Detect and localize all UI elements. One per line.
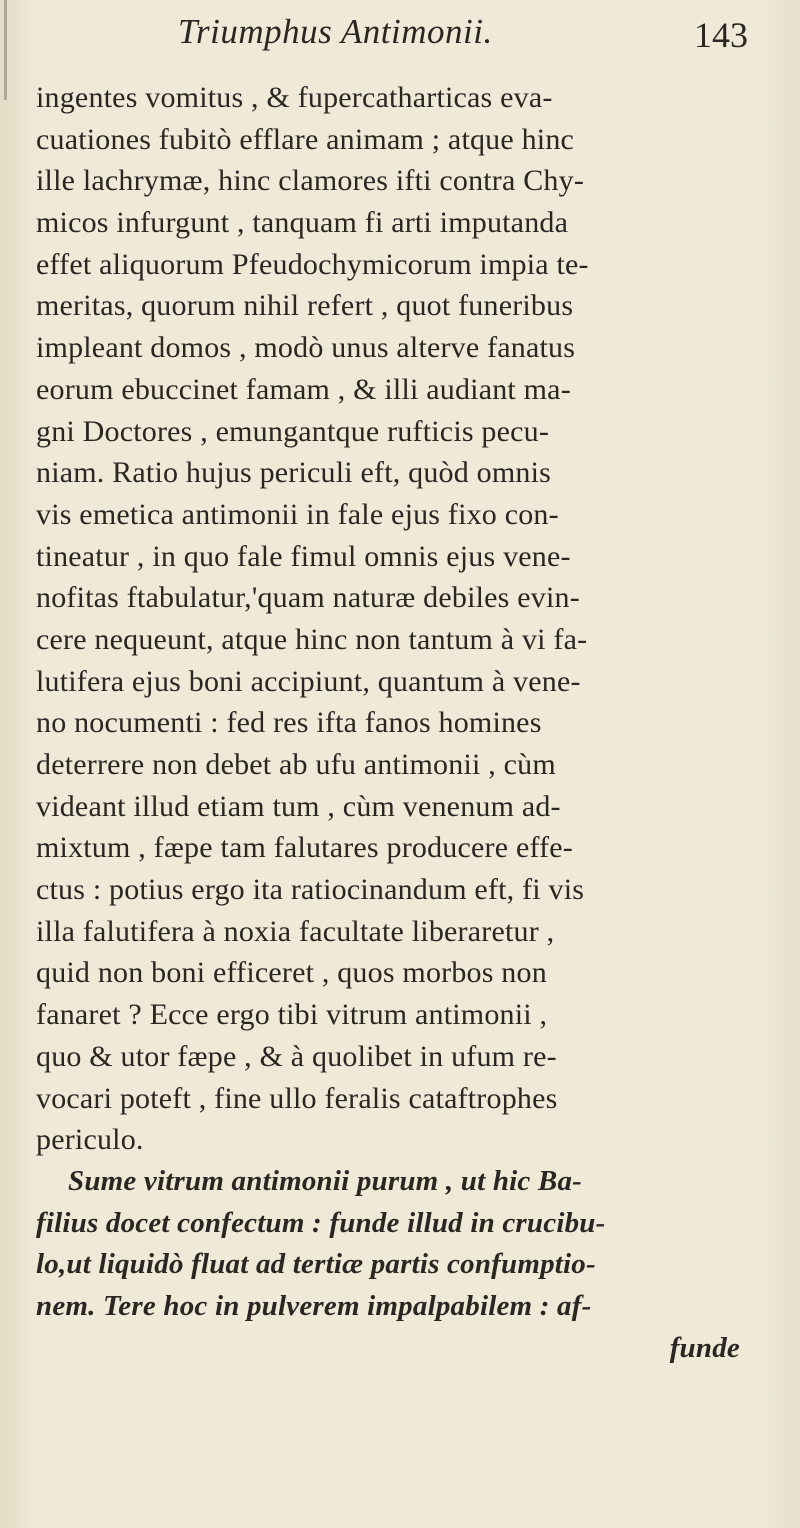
catchword: funde: [669, 1331, 740, 1364]
recipe-line: filius docet confectum : funde illud in crucibu-: [36, 1206, 606, 1239]
text-line: fanaret ? Ecce ergo tibi vitrum antimonii ,: [36, 998, 548, 1032]
recipe-line: lo,ut liquidò fluat ad tertiæ partis confumptio-: [36, 1248, 596, 1281]
text-line: nofitas ftabulatur,'quam naturæ debiles evin-: [36, 581, 580, 615]
text-line: vis emetica antimonii in fale ejus fixo con-: [36, 497, 559, 531]
text-line: vocari poteft , fine ullo feralis cataftrophes: [36, 1081, 558, 1115]
text-line: no nocumenti : fed res ifta fanos homines: [36, 706, 542, 740]
text-line: effet aliquorum Pfeudochymicorum impia te-: [36, 247, 589, 281]
page-number: 143: [694, 15, 748, 55]
text-line: periculo.: [36, 1123, 144, 1157]
text-line: illa falutifera à noxia facultate liberaretur ,: [36, 914, 555, 948]
text-line: meritas, quorum nihil refert , quot funeribus: [36, 289, 574, 323]
text-line: eorum ebuccinet famam , & illi audiant ma-: [36, 372, 571, 406]
text-line: niam. Ratio hujus periculi eft, quòd omnis: [36, 456, 552, 490]
text-line: quid non boni efficeret , quos morbos non: [36, 956, 547, 990]
text-line: impleant domos , modò unus alterve fanatus: [36, 331, 576, 365]
text-line: ille lachrymæ, hinc clamores ifti contra Chy-: [36, 164, 585, 198]
text-line: cuationes fubitò efflare animam ; atque hinc: [36, 122, 575, 156]
body-text: [36, 77, 776, 1369]
text-line: lutifera ejus boni accipiunt, quantum à vene-: [36, 664, 581, 698]
text-line: ingentes vomitus , & fupercatharticas eva-: [36, 81, 553, 114]
recipe-line: Sume vitrum antimonii purum , ut hic Ba-: [68, 1164, 583, 1197]
binding-edge: [4, 0, 7, 100]
recipe-line: nem. Tere hoc in pulverem impalpabilem : af-: [36, 1289, 592, 1322]
text-line: mixtum , fæpe tam falutares producere effe-: [36, 831, 573, 865]
running-title: Triumphus Antimonii.: [178, 12, 493, 51]
text-line: tineatur , in quo fale fimul omnis ejus vene-: [36, 539, 571, 573]
text-line: deterrere non debet ab ufu antimonii , cùm: [36, 748, 556, 781]
text-line: ctus : potius ergo ita ratiocinandum eft, fi vis: [36, 873, 585, 907]
text-line: videant illud etiam tum , cùm venenum ad-: [36, 789, 561, 823]
text-line: quo & utor fæpe , & à quolibet in ufum re-: [36, 1039, 557, 1073]
text-line: cere nequeunt, atque hinc non tantum à vi fa-: [36, 622, 588, 656]
text-line: micos infurgunt , tanquam fi arti imputanda: [36, 206, 569, 240]
text-line: gni Doctores , emungantque rufticis pecu-: [36, 414, 550, 448]
